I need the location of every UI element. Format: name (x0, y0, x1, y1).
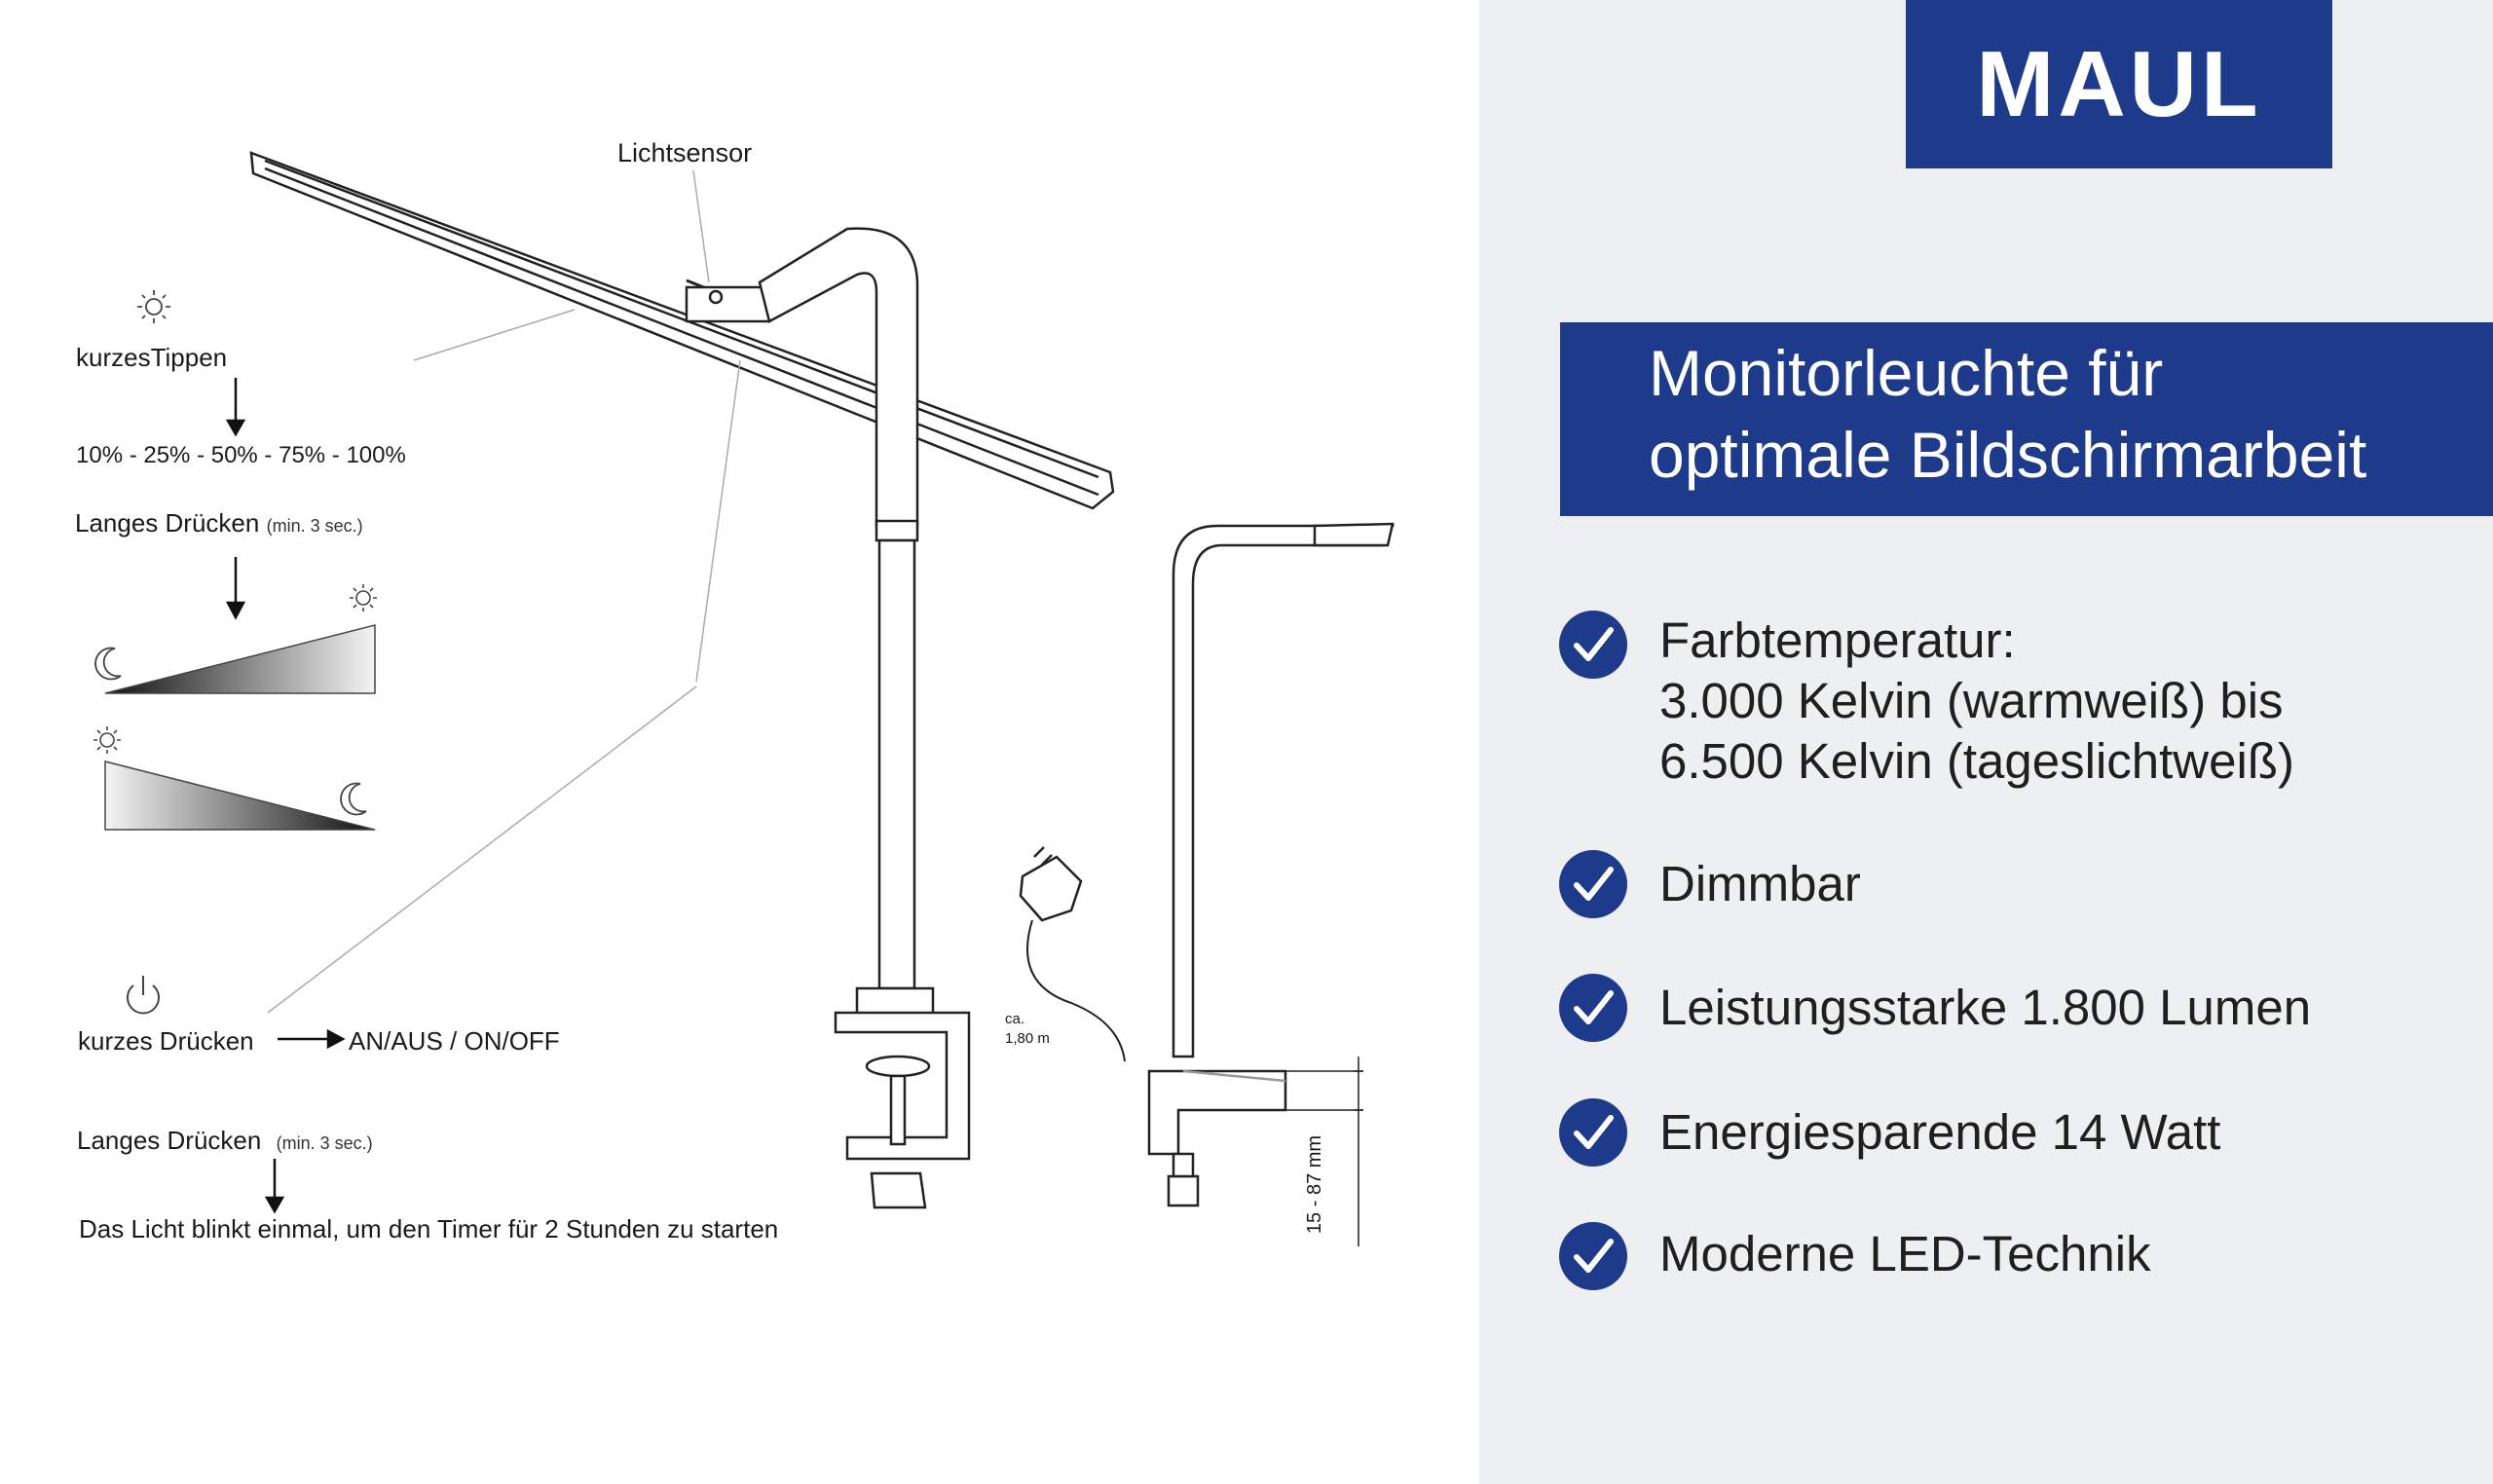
sensor-leader-lines (268, 170, 740, 1013)
side-view-lamp (1149, 524, 1393, 1206)
power-icon (128, 976, 159, 1013)
feature-text: Moderne LED-Technik (1659, 1226, 2151, 1281)
feature-text (1659, 611, 2294, 792)
headline-line-2: optimale Bildschirmarbeit (1649, 419, 2367, 491)
right-arrow-icon (278, 1031, 343, 1047)
feature-text: Dimmbar (1659, 856, 1861, 911)
on-off-label: AN/AUS / ON/OFF (349, 1026, 560, 1056)
checkmark-icon (1559, 1222, 1627, 1290)
desk-clamp (836, 1013, 969, 1207)
sun-icon (93, 726, 121, 754)
long-press-text: Langes Drücken (77, 1126, 262, 1155)
feature-line: 3.000 Kelvin (warmweiß) bis (1659, 673, 2284, 728)
feature-text: Leistungsstarke 1.800 Lumen (1659, 980, 2312, 1035)
light-sensor (687, 287, 769, 321)
long-press-note: (min. 3 sec.) (276, 1133, 373, 1153)
brightness-up-gradient (105, 625, 375, 693)
checkmark-icon (1559, 850, 1627, 918)
cable-length-1: ca. (1005, 1011, 1025, 1027)
headline-line-1: Monitorleuchte für (1649, 337, 2164, 409)
clamp-range-label: 15 - 87 mm (1304, 1134, 1326, 1235)
down-arrow-icon (267, 1159, 282, 1211)
logo-text: MAUL (1976, 31, 2262, 136)
sensor-label: Lichtsensor (617, 138, 753, 167)
long-press-label-2 (77, 1126, 373, 1156)
moon-icon (95, 648, 121, 679)
checkmark-icon (1559, 611, 1627, 679)
timer-text: Das Licht blinkt einmal, um den Timer für 2 Stunden zu starten (79, 1214, 779, 1243)
short-press-label: kurzes Drücken (78, 1026, 254, 1056)
feature-text: Energiesparende 14 Watt (1659, 1104, 2221, 1160)
feature-line: 6.500 Kelvin (tageslichtweiß) (1659, 733, 2294, 789)
down-arrow-icon (228, 378, 243, 434)
moon-icon (341, 783, 366, 814)
power-adapter (1021, 847, 1081, 920)
down-arrow-icon (228, 557, 243, 617)
sun-icon (350, 584, 377, 612)
lamp-pole (857, 521, 933, 1018)
tap-label: kurzesTippen (76, 343, 228, 372)
sun-icon (137, 290, 170, 323)
headline-banner (1560, 322, 2493, 516)
checkmark-icon (1559, 1098, 1627, 1167)
long-press-text: Langes Drücken (75, 508, 260, 538)
feature-line: Farbtemperatur: (1659, 612, 2016, 668)
long-press-note: (min. 3 sec.) (266, 516, 363, 536)
maul-logo (1906, 0, 2332, 168)
cable-length-2: 1,80 m (1005, 1030, 1050, 1047)
checkmark-icon (1559, 974, 1627, 1042)
brightness-down-gradient (105, 761, 375, 830)
levels-label: 10% - 25% - 50% - 75% - 100% (76, 442, 406, 468)
long-press-label-1 (75, 508, 363, 538)
